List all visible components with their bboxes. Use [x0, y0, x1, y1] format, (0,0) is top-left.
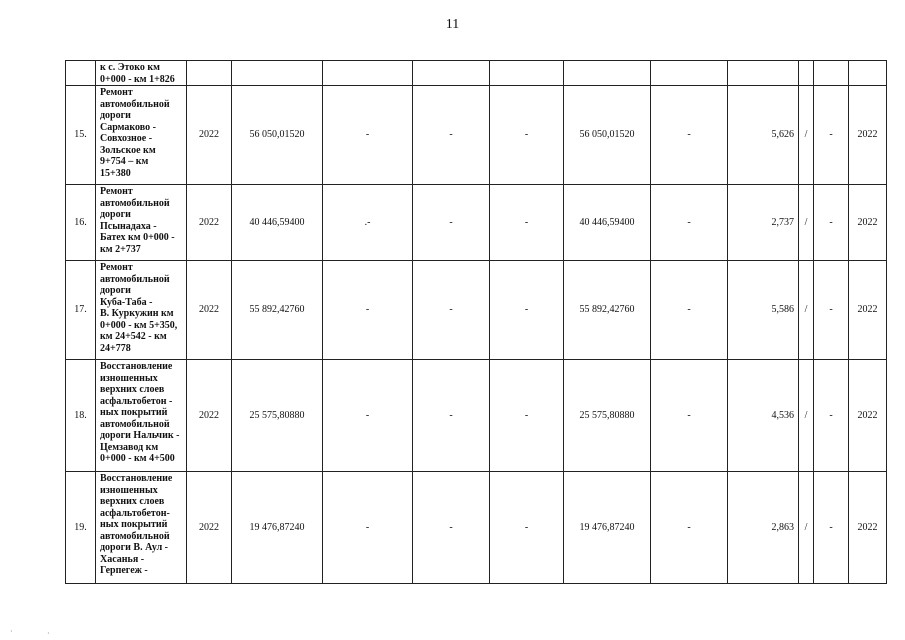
- value-cell: -: [814, 185, 849, 261]
- slash-cell: /: [799, 360, 814, 472]
- row-index: 19.: [66, 472, 96, 584]
- length-cell: 2,737: [728, 185, 799, 261]
- amount-cell: 56 050,01520: [564, 86, 651, 185]
- year-cell: 2022: [187, 472, 232, 584]
- value-cell: -: [490, 185, 564, 261]
- year-cell: 2022: [187, 86, 232, 185]
- value-cell: -: [413, 185, 490, 261]
- table-row: [66, 86, 887, 185]
- year-cell: 2022: [187, 360, 232, 472]
- road-name-cell: Восстановление изношенных верхних слоев асфальтобетон - ных покрытий автомобильной дороги Нальчик - Цемзавод км 0+000 - км 4+500: [96, 360, 187, 472]
- end-year-cell: 2022: [849, 86, 887, 185]
- value-cell: -: [651, 261, 728, 360]
- row-index: 18.: [66, 360, 96, 472]
- value-cell: -: [814, 360, 849, 472]
- length-cell: 2,863: [728, 472, 799, 584]
- amount-cell: 40 446,59400: [564, 185, 651, 261]
- scan-mark: ·: [47, 629, 50, 638]
- data-table: [65, 60, 887, 584]
- table-row: [66, 185, 887, 261]
- value-cell: -: [651, 185, 728, 261]
- slash-cell: /: [799, 472, 814, 584]
- value-cell: -: [413, 86, 490, 185]
- table-row: [66, 261, 887, 360]
- road-name-cell: Ремонт автомобильной дороги Сармаково - Совхозное - Зольское км 9+754 – км 15+380: [96, 86, 187, 185]
- value-cell: -: [413, 472, 490, 584]
- total-cost-cell: 25 575,80880: [232, 360, 323, 472]
- total-cost-cell: 55 892,42760: [232, 261, 323, 360]
- value-cell: -: [413, 360, 490, 472]
- end-year-cell: 2022: [849, 261, 887, 360]
- value-cell: -: [490, 86, 564, 185]
- length-cell: 5,626: [728, 86, 799, 185]
- row-index: 16.: [66, 185, 96, 261]
- value-cell: -: [323, 360, 413, 472]
- value-cell: -: [490, 360, 564, 472]
- slash-cell: /: [799, 261, 814, 360]
- value-cell: -: [651, 472, 728, 584]
- road-name-cell: Ремонт автомобильной дороги Псынадаха - Батех км 0+000 - км 2+737: [96, 185, 187, 261]
- value-cell: -: [413, 261, 490, 360]
- value-cell: -: [651, 86, 728, 185]
- table-row: [66, 472, 887, 584]
- amount-cell: 55 892,42760: [564, 261, 651, 360]
- road-name-cell: Ремонт автомобильной дороги Куба-Таба - В. Куркужин км 0+000 - км 5+350, км 24+542 - км 24+778: [96, 261, 187, 360]
- amount-cell: 25 575,80880: [564, 360, 651, 472]
- scan-mark: ·: [10, 627, 13, 636]
- value-cell: -: [814, 261, 849, 360]
- page-number: 11: [445, 17, 460, 32]
- end-year-cell: 2022: [849, 185, 887, 261]
- length-cell: 4,536: [728, 360, 799, 472]
- length-cell: 5,586: [728, 261, 799, 360]
- year-cell: 2022: [187, 261, 232, 360]
- row-index: 17.: [66, 261, 96, 360]
- total-cost-cell: 56 050,01520: [232, 86, 323, 185]
- road-name-cell: Восстановление изношенных верхних слоев асфальтобетон- ных покрытий автомобильной дороги В. Аул - Хасанья - Герпегеж -: [96, 472, 187, 584]
- value-cell: -: [323, 86, 413, 185]
- total-cost-cell: 19 476,87240: [232, 472, 323, 584]
- value-cell: -: [814, 86, 849, 185]
- value-cell: -: [323, 472, 413, 584]
- value-cell: -: [814, 472, 849, 584]
- end-year-cell: 2022: [849, 360, 887, 472]
- value-cell: -: [323, 261, 413, 360]
- value-cell: -: [490, 472, 564, 584]
- end-year-cell: 2022: [849, 472, 887, 584]
- year-cell: 2022: [187, 185, 232, 261]
- slash-cell: /: [799, 86, 814, 185]
- road-name-cell: к с. Этоко км 0+000 - км 1+826: [96, 61, 187, 86]
- slash-cell: /: [799, 185, 814, 261]
- total-cost-cell: 40 446,59400: [232, 185, 323, 261]
- table-row: [66, 360, 887, 472]
- value-cell: .-: [323, 185, 413, 261]
- amount-cell: 19 476,87240: [564, 472, 651, 584]
- table-row: [66, 61, 887, 86]
- row-index: 15.: [66, 86, 96, 185]
- value-cell: -: [651, 360, 728, 472]
- value-cell: -: [490, 261, 564, 360]
